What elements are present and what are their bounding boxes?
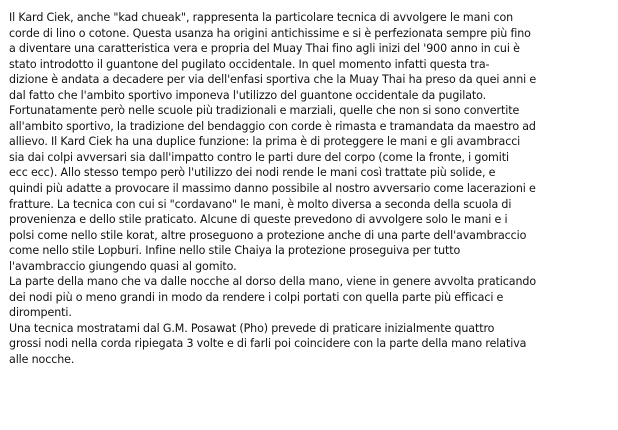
text-line: polsi come nello stile korat, altre proseguono a protezione anche di una parte dell'avambraccio xyxy=(9,228,527,242)
text-line: dal fatto che l'ambito sportivo imponeva l'utilizzo del guantone occidentale da pugilato. xyxy=(9,88,487,102)
text-line: come nello stile Lopburi. Infine nello stile Chaiya la protezione proseguiva per tutto xyxy=(9,244,461,258)
text-line: dirompenti. xyxy=(9,306,72,320)
text-line: provenienza e dello stile praticato. Alcune di queste prevedono di avvolgere solo le mani e i xyxy=(9,213,508,227)
text-line: ecc ecc). Allo stesso tempo però l'utilizzo dei nodi rende le mani così trattate più solide, e xyxy=(9,166,496,180)
text-line: dizione è andata a decadere per via dell'enfasi sportiva che la Muay Thai ha preso da quei anni e xyxy=(9,73,537,87)
text-line: allievo. Il Kard Ciek ha una duplice funzione: la prima è di proteggere le mani e gli avambracci xyxy=(9,135,521,149)
text-line: Fortunatamente però nelle scuole più tradizionali e marziali, quelle che non si sono convertite xyxy=(9,104,520,118)
text-line: all'ambito sportivo, la tradizione del bendaggio con corde è rimasta e tramandata da maestro ad xyxy=(9,119,536,133)
text-line: quindi più adatte a provocare il massimo danno possibile al nostro avversario come lacerazioni e xyxy=(9,182,536,196)
text-line: dei nodi più o meno grandi in modo da rendere i colpi portati con quella parte più efficaci e xyxy=(9,290,504,304)
text-line: alle nocche. xyxy=(9,353,75,367)
article-text xyxy=(9,10,613,368)
text-line: stato introdotto il guantone del pugilato occidentale. In quel momento infatti questa tra- xyxy=(9,57,490,71)
text-line: grossi nodi nella corda ripiegata 3 volte e di farli poi coincidere con la parte della mano relativa xyxy=(9,337,527,351)
text-line: Una tecnica mostratami dal G.M. Posawat (Pho) prevede di praticare inizialmente quattro xyxy=(9,321,495,335)
text-line: fratture. La tecnica con cui si "cordavano" le mani, è molto diversa a seconda della scuola di xyxy=(9,197,512,211)
text-line: sia dai colpi avversari sia dall'impatto contro le parti dure del corpo (come la fronte, i gomiti xyxy=(9,150,509,164)
text-line: l'avambraccio giungendo quasi al gomito. xyxy=(9,259,237,273)
text-line: La parte della mano che va dalle nocche al dorso della mano, viene in genere avvolta praticando xyxy=(9,275,537,289)
text-line: Il Kard Ciek, anche "kad chueak", rappresenta la particolare tecnica di avvolgere le mani con xyxy=(9,11,514,24)
text-line: corde di lino o cotone. Questa usanza ha origini antichissime e si è perfezionata sempre più fino xyxy=(9,26,531,40)
text-line: a diventare una caratteristica vera e propria del Muay Thai fino agli inizi del '900 anno in cui è xyxy=(9,42,520,56)
